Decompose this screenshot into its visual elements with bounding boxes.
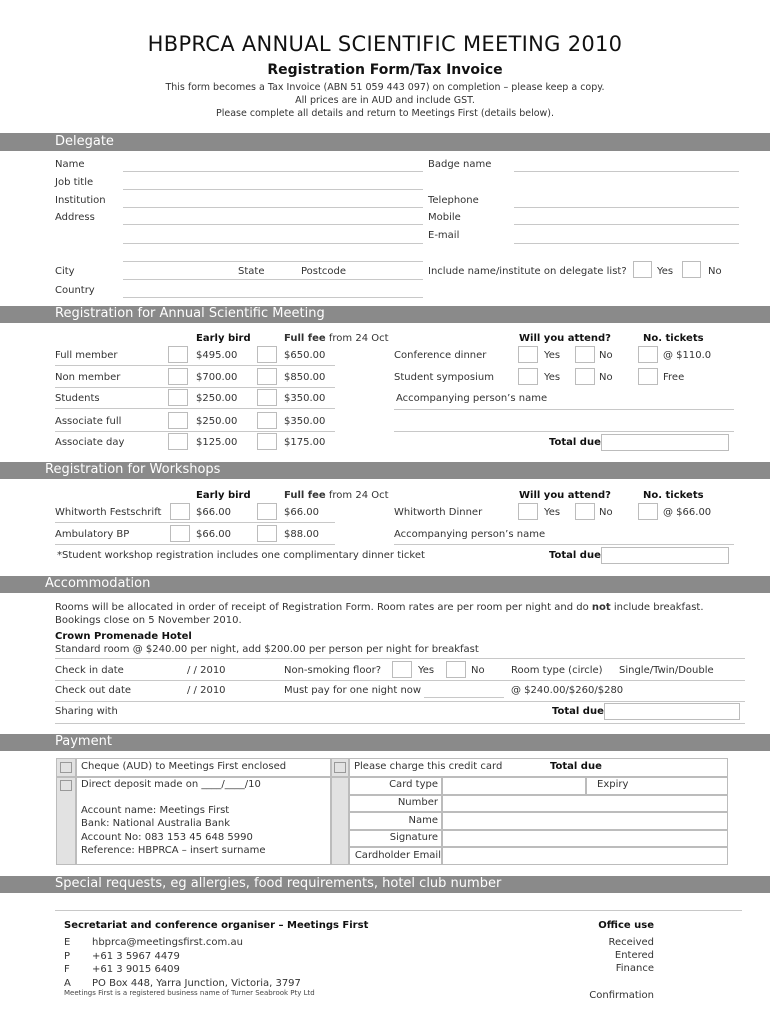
- asm-total-due-label: Total due: [549, 437, 601, 448]
- non-smoking-yes-label: Yes: [418, 665, 435, 676]
- early-bird-checkbox[interactable]: [168, 368, 188, 385]
- early-bird-price: $700.00: [196, 372, 238, 383]
- contact-value: PO Box 448, Yarra Junction, Victoria, 3797: [92, 977, 301, 989]
- state-label: State: [238, 266, 265, 277]
- divider: [55, 701, 745, 702]
- city-state-postcode-field[interactable]: [123, 279, 423, 280]
- job-title-label: Job title: [55, 177, 94, 188]
- asm-heading: Registration for Annual Scientific Meeting: [55, 306, 325, 321]
- badge-name-label: Badge name: [428, 159, 492, 170]
- account-name: Account name: Meetings First: [81, 805, 230, 816]
- payment-total-due-label: Total due: [550, 761, 602, 772]
- symposium-yes-label: Yes: [544, 372, 561, 383]
- symposium-yes-checkbox[interactable]: [518, 368, 538, 385]
- divider: [348, 794, 728, 796]
- cheque-checkbox[interactable]: [60, 762, 72, 773]
- asm-early-bird-header: Early bird: [196, 333, 251, 344]
- intro-line-3: Please complete all details and return to Meetings First (details below).: [215, 108, 555, 119]
- card-name-label: Name: [408, 815, 438, 826]
- check-out-label: Check out date: [55, 685, 132, 696]
- divider: [348, 811, 728, 813]
- full-fee-price: $850.00: [284, 372, 326, 383]
- early-bird-checkbox[interactable]: [168, 433, 188, 450]
- divider: [56, 776, 728, 778]
- country-field[interactable]: [123, 297, 423, 298]
- student-symposium-label: Student symposium: [394, 372, 494, 383]
- dinner-price: @ $110.0: [663, 350, 712, 361]
- entered-label: Entered: [614, 950, 654, 961]
- contact-value: +61 3 5967 4479: [92, 950, 180, 962]
- secretariat-heading: Secretariat and conference organiser – Meetings First: [64, 920, 369, 931]
- non-smoking-label: Non-smoking floor?: [284, 665, 382, 676]
- accommodation-intro-2: Bookings close on 5 November 2010.: [55, 615, 242, 626]
- divider: [330, 758, 332, 865]
- full-fee-checkbox[interactable]: [257, 433, 277, 450]
- asm-total-due-field[interactable]: [601, 434, 729, 451]
- name-label: Name: [55, 159, 85, 170]
- full-fee-checkbox[interactable]: [257, 368, 277, 385]
- contact-key: F: [64, 964, 70, 975]
- ws-early-bird-header: Early bird: [196, 490, 251, 501]
- non-smoking-no-label: No: [471, 665, 485, 676]
- full-fee-checkbox[interactable]: [257, 346, 277, 363]
- dinner-yes-checkbox[interactable]: [518, 346, 538, 363]
- asm-section-bar: [0, 306, 770, 323]
- row-divider: [55, 408, 335, 409]
- ws-dinner-tickets-field[interactable]: [638, 503, 658, 520]
- sharing-with-label: Sharing with: [55, 706, 118, 717]
- address-label: Address: [55, 212, 95, 223]
- full-fee-price: $350.00: [284, 393, 326, 404]
- city-label: City: [55, 266, 75, 277]
- mobile-label: Mobile: [428, 212, 461, 223]
- payment-section-bar: [0, 734, 770, 751]
- form-title: HBPRCA ANNUAL SCIENTIFIC MEETING 2010: [147, 32, 623, 56]
- ws-total-due-field[interactable]: [601, 547, 729, 564]
- asm-will-attend-header: Will you attend?: [519, 333, 611, 344]
- name-field[interactable]: [123, 171, 423, 172]
- include-yes-label: Yes: [657, 266, 674, 277]
- hotel-name: Crown Promenade Hotel: [55, 631, 192, 642]
- symposium-price: Free: [663, 372, 685, 383]
- accommodation-total-due-field[interactable]: [604, 703, 740, 720]
- ws-dinner-no-label: No: [599, 507, 613, 518]
- signature-label: Signature: [389, 832, 438, 843]
- fee-row-label: Associate full: [55, 416, 122, 427]
- ws-full-fee-word: Full fee: [284, 490, 326, 501]
- workshop-row-label: Ambulatory BP: [55, 529, 130, 540]
- check-in-label: Check in date: [55, 665, 124, 676]
- bank-name: Bank: National Australia Bank: [81, 818, 231, 829]
- accommodation-section-bar: [0, 576, 770, 593]
- form-subtitle: Registration Form/Tax Invoice: [267, 62, 503, 78]
- ws-dinner-yes-checkbox[interactable]: [518, 503, 538, 520]
- cardholder-email-label: Cardholder Email: [354, 850, 441, 861]
- symposium-no-label: No: [599, 372, 613, 383]
- expiry-label: Expiry: [597, 779, 629, 790]
- ws-full-fee-checkbox[interactable]: [257, 525, 277, 542]
- divider: [348, 829, 728, 831]
- ws-accompanying-label: Accompanying person’s name: [394, 529, 546, 540]
- ws-early-bird-price: $66.00: [196, 529, 231, 540]
- row-divider: [55, 544, 335, 545]
- check-out-date[interactable]: / / 2010: [187, 685, 226, 696]
- cheque-label: Cheque (AUD) to Meetings First enclosed: [81, 761, 287, 772]
- include-no-checkbox[interactable]: [682, 261, 701, 278]
- email-field[interactable]: [514, 243, 739, 244]
- direct-deposit-label: Direct deposit made on ____/____/10: [81, 779, 261, 790]
- direct-deposit-checkbox[interactable]: [60, 780, 72, 791]
- dinner-yes-label: Yes: [544, 350, 561, 361]
- divider: [441, 776, 443, 865]
- payment-mid-shade: [331, 759, 348, 864]
- full-fee-checkbox[interactable]: [257, 412, 277, 429]
- intro-1a: Rooms will be allocated in order of receipt of Registration Form. Room rates are per room per night and do: [55, 602, 592, 613]
- full-fee-checkbox[interactable]: [257, 389, 277, 406]
- row-divider: [55, 387, 335, 388]
- ws-full-fee-checkbox[interactable]: [257, 503, 277, 520]
- asm-full-fee-word: Full fee: [284, 333, 326, 344]
- workshops-heading: Registration for Workshops: [45, 462, 221, 477]
- intro-line-2: All prices are in AUD and include GST.: [295, 95, 475, 106]
- reference: Reference: HBPRCA – insert surname: [81, 845, 266, 856]
- whitworth-dinner-label: Whitworth Dinner: [394, 507, 483, 518]
- early-bird-price: $250.00: [196, 416, 238, 427]
- conference-dinner-label: Conference dinner: [394, 350, 487, 361]
- asm-accompanying-field-2[interactable]: [394, 431, 734, 432]
- divider: [75, 758, 77, 865]
- intro-line-1: This form becomes a Tax Invoice (ABN 51 059 443 097) on completion – please keep a copy.: [165, 82, 605, 93]
- ws-total-due-label: Total due: [549, 550, 601, 561]
- ws-dinner-yes-label: Yes: [544, 507, 561, 518]
- credit-card-checkbox[interactable]: [334, 762, 346, 773]
- special-requests-heading: Special requests, eg allergies, food requirements, hotel club number: [55, 876, 502, 891]
- intro-1c: include breakfast.: [610, 602, 704, 613]
- early-bird-checkbox[interactable]: [168, 346, 188, 363]
- accommodation-total-due-label: Total due: [552, 706, 604, 717]
- ws-full-fee-suffix: from 24 Oct: [325, 490, 389, 501]
- room-prices: @ $240.00/$260/$280: [511, 685, 624, 696]
- confirmation-label: Confirmation: [589, 990, 654, 1001]
- ws-accompanying-field[interactable]: [394, 544, 734, 545]
- email-label: E-mail: [428, 230, 460, 241]
- non-smoking-no-checkbox[interactable]: [446, 661, 466, 678]
- fee-row-label: Students: [55, 393, 100, 404]
- early-bird-checkbox[interactable]: [168, 389, 188, 406]
- ws-early-bird-price: $66.00: [196, 507, 231, 518]
- contact-value: +61 3 9015 6409: [92, 964, 180, 975]
- must-pay-field[interactable]: [424, 697, 504, 698]
- badge-name-field[interactable]: [514, 171, 739, 172]
- telephone-label: Telephone: [428, 195, 479, 206]
- check-in-date[interactable]: / / 2010: [187, 665, 226, 676]
- address-field-3[interactable]: [123, 261, 423, 262]
- include-no-label: No: [708, 266, 722, 277]
- received-label: Received: [608, 937, 654, 948]
- contact-key: E: [64, 937, 71, 948]
- divider: [55, 658, 745, 659]
- payment-heading: Payment: [55, 734, 112, 749]
- ws-early-bird-checkbox[interactable]: [170, 525, 190, 542]
- dinner-no-label: No: [599, 350, 613, 361]
- room-type-label: Room type (circle): [511, 665, 603, 676]
- divider: [55, 680, 745, 681]
- intro-1b: not: [591, 602, 611, 613]
- telephone-field[interactable]: [514, 207, 739, 208]
- include-yes-checkbox[interactable]: [633, 261, 652, 278]
- ws-will-attend-header: Will you attend?: [519, 490, 611, 501]
- special-requests-field[interactable]: [55, 910, 742, 911]
- office-use-heading: Office use: [598, 920, 654, 931]
- address-field-1[interactable]: [123, 224, 423, 225]
- ws-dinner-price: @ $66.00: [663, 507, 712, 518]
- include-on-list-question: Include name/institute on delegate list?: [428, 266, 627, 277]
- card-type-label: Card type: [389, 779, 438, 790]
- special-requests-bar: [0, 876, 770, 893]
- asm-tickets-header: No. tickets: [643, 333, 704, 344]
- country-label: Country: [55, 285, 95, 296]
- row-divider: [55, 522, 335, 523]
- registered-business-note: Meetings First is a registered business name of Turner Seabrook Pty Ltd: [64, 989, 315, 997]
- dinner-tickets-field[interactable]: [638, 346, 658, 363]
- ws-full-fee-price: $66.00: [284, 507, 319, 518]
- full-fee-price: $175.00: [284, 437, 326, 448]
- contact-key: P: [64, 950, 71, 962]
- ws-full-fee-price: $88.00: [284, 529, 319, 540]
- divider: [348, 846, 728, 848]
- ws-tickets-header: No. tickets: [643, 490, 704, 501]
- account-number: Account No: 083 153 45 648 5990: [81, 832, 253, 843]
- dinner-no-checkbox[interactable]: [575, 346, 595, 363]
- workshops-section-bar: [0, 462, 770, 479]
- divider: [585, 776, 587, 794]
- postcode-label: Postcode: [301, 266, 347, 277]
- must-pay-label: Must pay for one night now: [284, 685, 422, 696]
- ws-student-note: *Student workshop registration includes one complimentary dinner ticket: [57, 550, 425, 561]
- fee-row-label: Associate day: [55, 437, 125, 448]
- job-title-field[interactable]: [123, 189, 423, 190]
- asm-accompanying-label: Accompanying person’s name: [396, 393, 548, 404]
- asm-full-fee-header: [284, 333, 389, 344]
- contact-key: A: [64, 977, 71, 989]
- early-bird-checkbox[interactable]: [168, 412, 188, 429]
- card-number-label: Number: [397, 797, 438, 808]
- symposium-no-checkbox[interactable]: [575, 368, 595, 385]
- delegate-section-bar: [0, 133, 770, 151]
- early-bird-price: $125.00: [196, 437, 238, 448]
- row-divider: [55, 365, 335, 366]
- room-rate: Standard room @ $240.00 per night, add $200.00 per person per night for breakfast: [55, 644, 479, 655]
- ws-full-fee-header: [284, 490, 389, 501]
- accommodation-heading: Accommodation: [45, 576, 151, 591]
- room-type-options[interactable]: Single/Twin/Double: [619, 665, 714, 676]
- ws-dinner-no-checkbox[interactable]: [575, 503, 595, 520]
- full-fee-price: $350.00: [284, 416, 326, 427]
- fee-row-label: Non member: [55, 372, 121, 383]
- accommodation-intro-1: [55, 602, 704, 613]
- delegate-heading: Delegate: [55, 134, 114, 149]
- full-fee-price: $650.00: [284, 350, 326, 361]
- divider: [55, 723, 745, 724]
- address-field-2[interactable]: [123, 243, 423, 244]
- mobile-field[interactable]: [514, 224, 739, 225]
- institution-field[interactable]: [123, 207, 423, 208]
- asm-accompanying-field[interactable]: [394, 409, 734, 410]
- row-divider: [55, 431, 335, 432]
- symposium-tickets-field[interactable]: [638, 368, 658, 385]
- contact-value: hbprca@meetingsfirst.com.au: [92, 937, 243, 948]
- ws-early-bird-checkbox[interactable]: [170, 503, 190, 520]
- finance-label: Finance: [615, 963, 654, 974]
- early-bird-price: $495.00: [196, 350, 238, 361]
- non-smoking-yes-checkbox[interactable]: [392, 661, 412, 678]
- workshop-row-label: Whitworth Festschrift: [55, 507, 162, 518]
- asm-full-fee-suffix: from 24 Oct: [325, 333, 389, 344]
- fee-row-label: Full member: [55, 350, 118, 361]
- payment-left-shade: [57, 759, 76, 864]
- credit-card-label: Please charge this credit card: [354, 761, 503, 772]
- early-bird-price: $250.00: [196, 393, 238, 404]
- institution-label: Institution: [55, 195, 106, 206]
